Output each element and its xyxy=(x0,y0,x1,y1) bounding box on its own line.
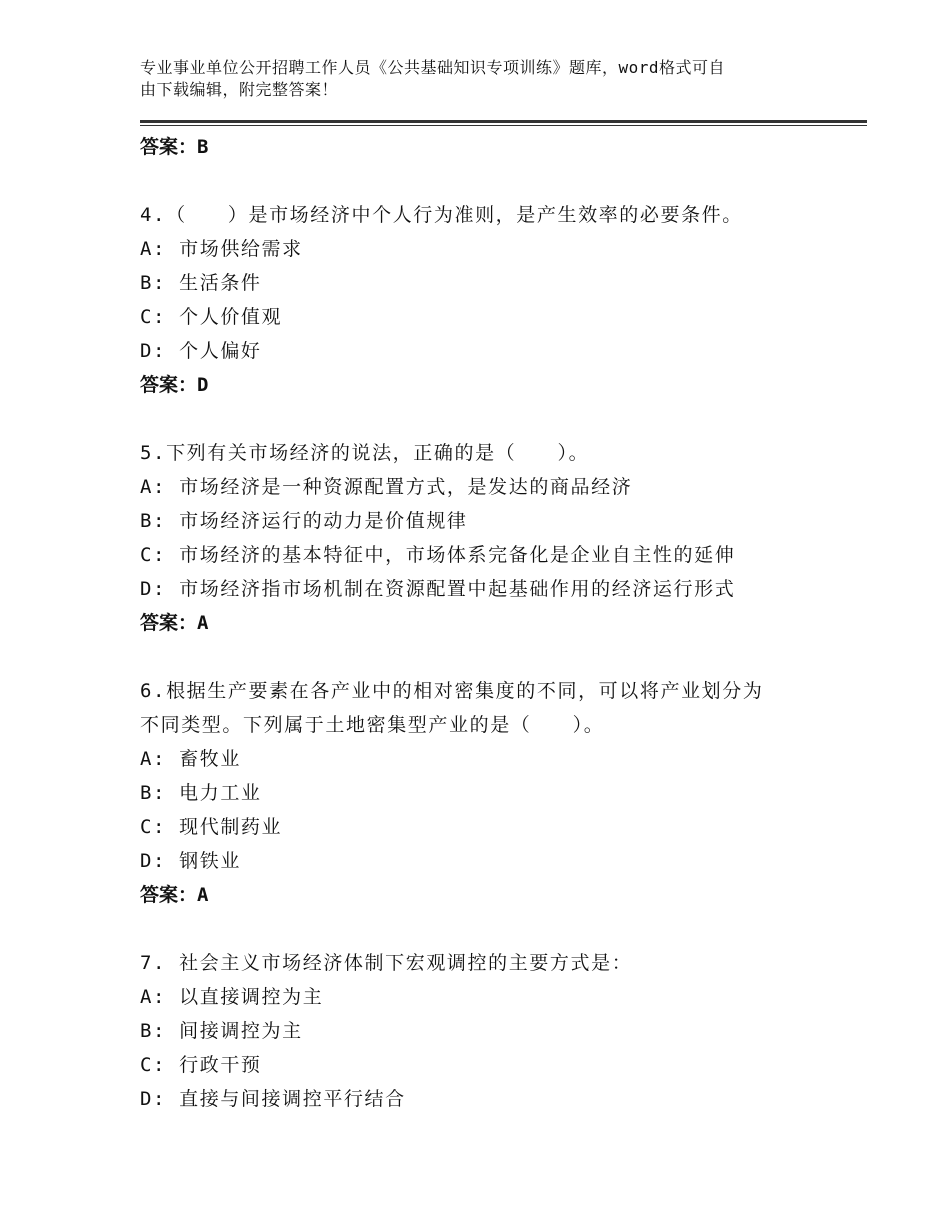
answer: 答案：D xyxy=(140,374,209,396)
question-stem: 5.下列有关市场经济的说法，正确的是（ ）。 xyxy=(140,442,590,464)
question-4 xyxy=(140,198,867,402)
question-6 xyxy=(140,674,867,912)
question-stem: 4.（ ）是市场经济中个人行为准则，是产生效率的必要条件。 xyxy=(140,204,743,226)
header-line-1: 专业事业单位公开招聘工作人员《公共基础知识专项训练》题库，word格式可自 xyxy=(140,58,726,77)
question-7 xyxy=(140,946,867,1116)
answer: 答案：A xyxy=(140,612,209,634)
option-b: B: 间接调控为主 xyxy=(140,1020,303,1042)
option-b: B: 生活条件 xyxy=(140,272,262,294)
option-a: A: 市场供给需求 xyxy=(140,238,303,260)
option-a: A: 畜牧业 xyxy=(140,748,241,770)
question-stem-continued: 不同类型。下列属于土地密集型产业的是（ ）。 xyxy=(140,714,605,736)
option-d: D: 钢铁业 xyxy=(140,850,241,872)
option-d: D: 直接与间接调控平行结合 xyxy=(140,1088,406,1110)
question-content xyxy=(140,130,867,1116)
question-stem: 6.根据生产要素在各产业中的相对密集度的不同，可以将产业划分为 xyxy=(140,680,764,702)
question-5 xyxy=(140,436,867,640)
answer: 答案：A xyxy=(140,884,209,906)
option-a: A: 以直接调控为主 xyxy=(140,986,324,1008)
header-rule-thin xyxy=(140,125,867,126)
answer-previous: 答案：B xyxy=(140,136,209,158)
option-c: C: 现代制药业 xyxy=(140,816,283,838)
header-line-2: 由下载编辑，附完整答案！ xyxy=(140,80,339,99)
question-stem: 7. 社会主义市场经济体制下宏观调控的主要方式是： xyxy=(140,952,633,974)
option-a: A: 市场经济是一种资源配置方式，是发达的商品经济 xyxy=(140,476,633,498)
option-b: B: 电力工业 xyxy=(140,782,262,804)
header-rule-thick xyxy=(140,120,867,123)
option-c: C: 市场经济的基本特征中，市场体系完备化是企业自主性的延伸 xyxy=(140,544,736,566)
option-b: B: 市场经济运行的动力是价值规律 xyxy=(140,510,468,532)
option-c: C: 个人价值观 xyxy=(140,306,283,328)
option-d: D: 个人偏好 xyxy=(140,340,262,362)
option-c: C: 行政干预 xyxy=(140,1054,262,1076)
document-header xyxy=(140,57,820,101)
option-d: D: 市场经济指市场机制在资源配置中起基础作用的经济运行形式 xyxy=(140,578,736,600)
